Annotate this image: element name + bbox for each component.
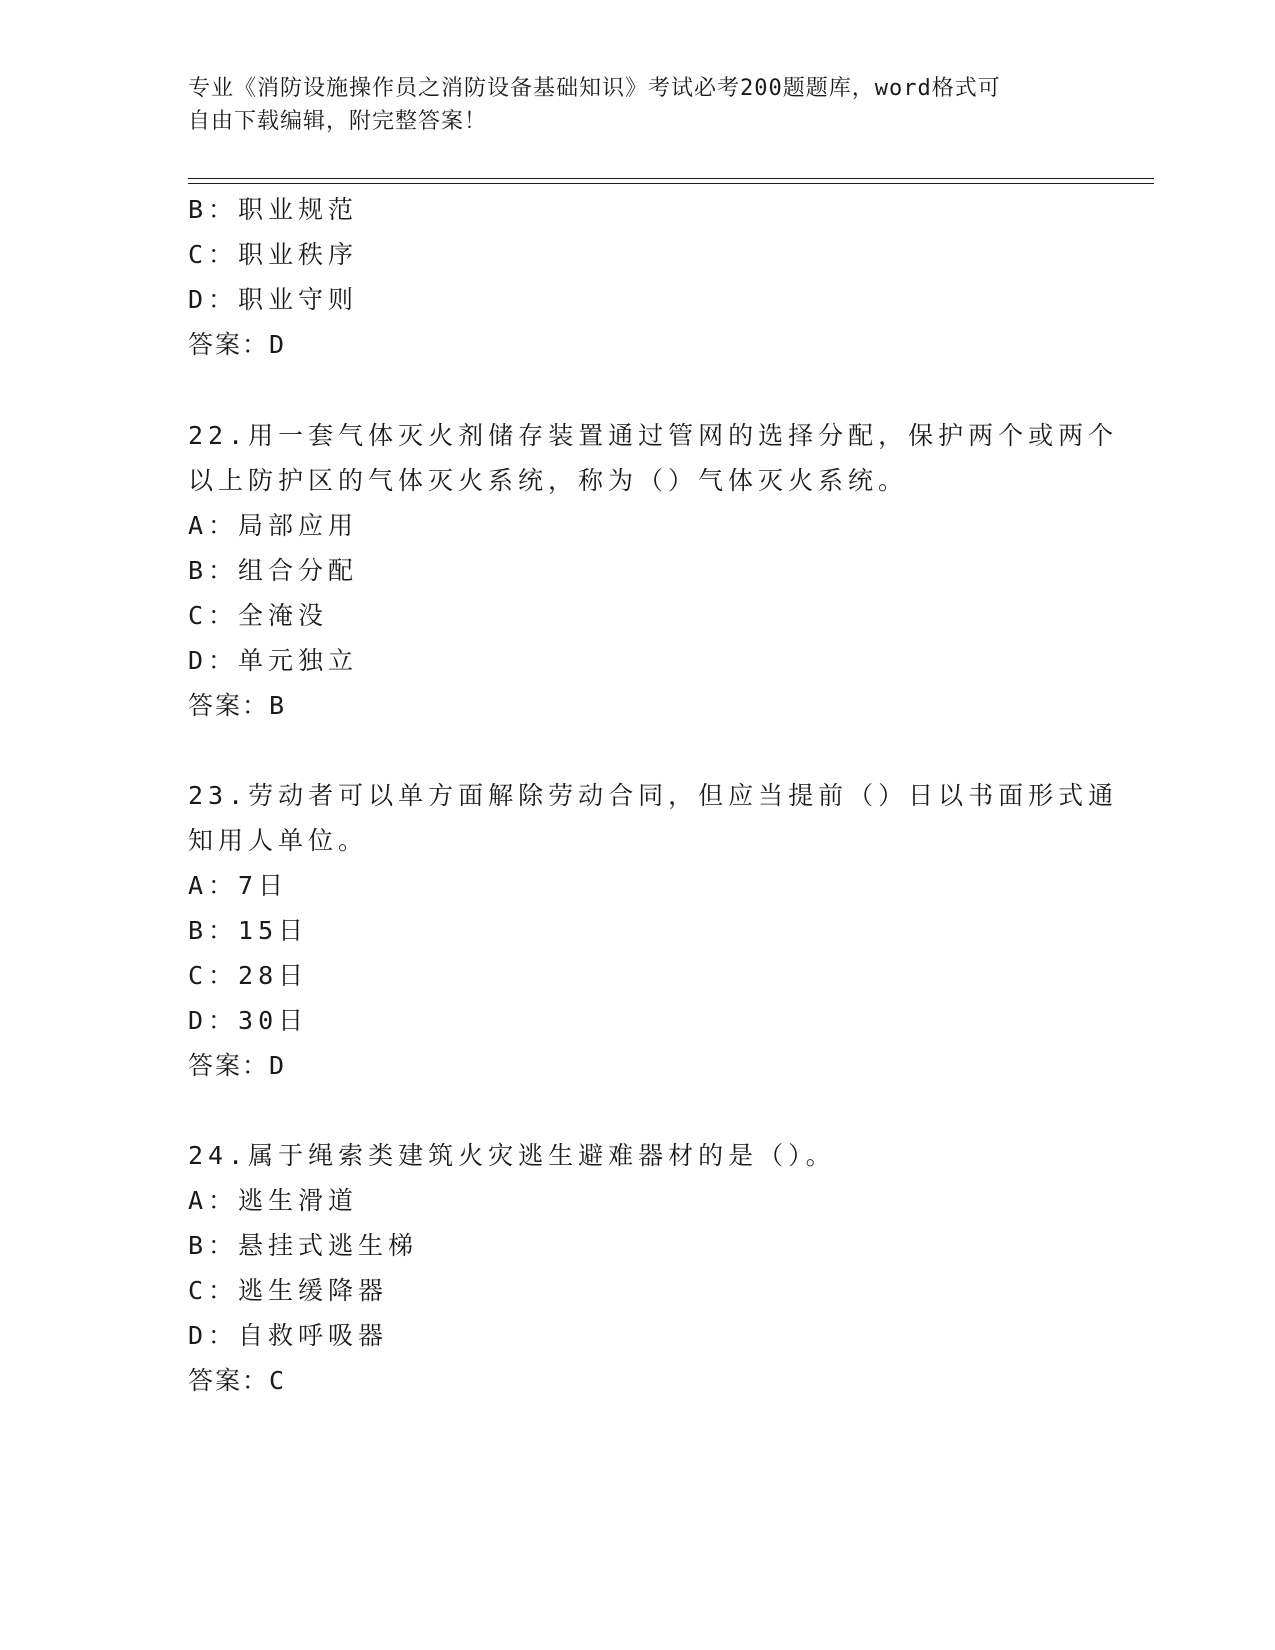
header-line-2: 自由下载编辑，附完整答案！	[188, 109, 488, 134]
question-23-stem-line-2: 知用人单位。	[188, 826, 369, 855]
header-divider-bottom	[188, 183, 1154, 184]
question-23-option-c: C：28日	[188, 961, 309, 990]
question-24-option-b: B：悬挂式逃生梯	[188, 1231, 419, 1260]
question-24-option-c: C：逃生缓降器	[188, 1276, 389, 1305]
question-22-stem-line-2: 以上防护区的气体灭火系统，称为（）气体灭火系统。	[188, 466, 909, 495]
answer-line: 答案：D	[188, 330, 287, 359]
document-header	[188, 72, 1088, 138]
header-line-1: 专业《消防设施操作员之消防设备基础知识》考试必考200题题库，word格式可	[188, 76, 1001, 101]
question-22-answer: 答案：B	[188, 691, 287, 720]
question-22-option-d: D：单元独立	[188, 646, 359, 675]
question-22-option-c: C：全淹没	[188, 601, 329, 630]
question-22-option-b: B：组合分配	[188, 556, 359, 585]
option-b: B：职业规范	[188, 195, 359, 224]
question-22-option-a: A：局部应用	[188, 511, 359, 540]
question-24-option-d: D：自救呼吸器	[188, 1321, 389, 1350]
option-d: D：职业守则	[188, 285, 359, 314]
question-23-answer: 答案：D	[188, 1051, 287, 1080]
option-c: C：职业秩序	[188, 240, 359, 269]
question-22-stem-line-1: 22.用一套气体灭火剂储存装置通过管网的选择分配，保护两个或两个	[188, 421, 1119, 450]
header-divider-top	[188, 178, 1154, 179]
question-24-answer: 答案：C	[188, 1366, 287, 1395]
question-24-stem-line-1: 24.属于绳索类建筑火灾逃生避难器材的是（）。	[188, 1141, 836, 1170]
question-23-option-d: D：30日	[188, 1006, 309, 1035]
question-24-option-a: A：逃生滑道	[188, 1186, 359, 1215]
question-23-option-a: A：7日	[188, 871, 289, 900]
question-23-stem-line-1: 23.劳动者可以单方面解除劳动合同，但应当提前（）日以书面形式通	[188, 781, 1119, 810]
question-23-option-b: B：15日	[188, 916, 309, 945]
